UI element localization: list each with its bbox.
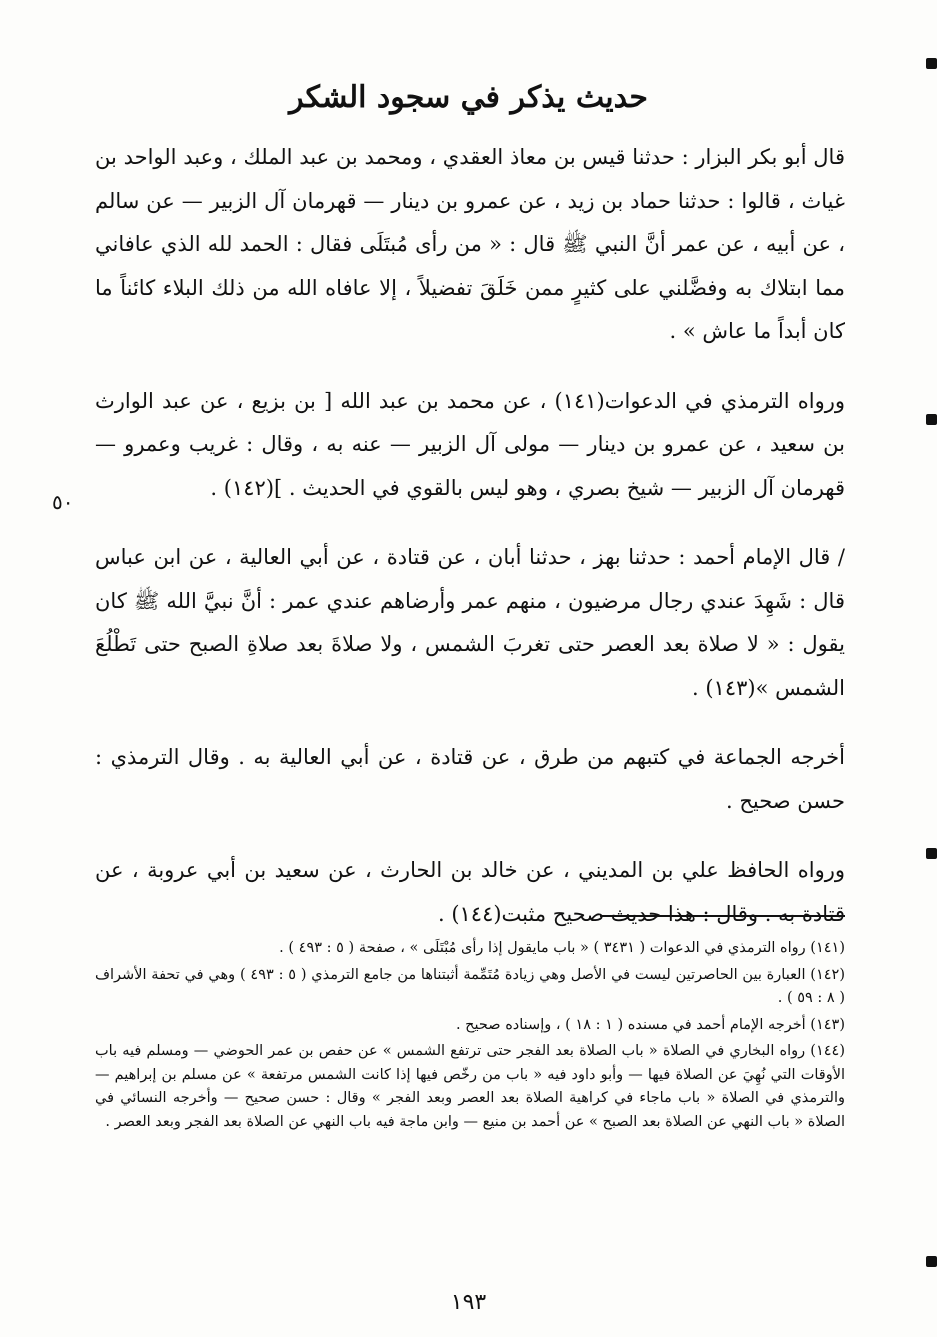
scan-edge-mark <box>926 414 937 425</box>
paragraph-1: قال أبو بكر البزار : حدثنا قيس بن معاذ العقدي ، ومحمد بن عبد الملك ، وعبد الواحد بن غياث ، قالوا : حدثنا حماد بن زيد ، عن عمرو بن دينار — قهرمان آل الزبير — عن سالم ، عن أبيه ، عن عمر أنَّ النبي ﷺ قال : « من رأى مُبتَلَى فقال : الحمد لله الذي عافاني مما ابتلاك به وفضَّلني على كثيرٍ ممن خَلَقَ تفضيلاً ، إلا عافاه الله من ذلك البلاء كائناً ما كان أبداً ما عاش » . <box>95 145 845 343</box>
scan-edge-mark <box>926 848 937 859</box>
paragraph-4: أخرجه الجماعة في كتبهم من طرق ، عن قتادة ، عن أبي العالية به . وقال الترمذي : حسن صحيح . <box>95 745 845 813</box>
main-text <box>95 136 845 962</box>
page-number: ١٩٣ <box>450 1290 487 1315</box>
footnote-144: (١٤٤) رواه البخاري في الصلاة « باب الصلاة بعد الفجر حتى ترتفع الشمس » عن حفص بن عمر الحوضي — ومسلم فيه باب الأوقات التي نُهِيَ عن الصلاة فيها — وأبو داود فيه « باب من رخّص فيها إذا كانت الشمس مرتفعة » عن مسلم بن إبراهيم — والترمذي في الصلاة « باب ماجاء في كراهية الصلاة بعد العصر وبعد الفجر » وقال : حسن صحيح — وأخرجه النسائي في الصلاة « باب النهي عن الصلاة بعد الصبح » عن أحمد بن منيع — وابن ماجة فيه باب النهي عن الصلاة بعد الفجر وبعد العصر . <box>95 1043 845 1130</box>
footnote-143: (١٤٣) أخرجه الإمام أحمد في مسنده ( ١ : ١٨ ) ، وإسناده صحيح . <box>455 1016 845 1033</box>
margin-page-reference: ٥٠ <box>52 490 74 514</box>
paragraph-3: / قال الإمام أحمد : حدثنا بهز ، حدثنا أبان ، عن قتادة ، عن أبي العالية ، عن ابن عباس قال : شَهِدَ عندي رجال مرضيون ، منهم عمر وأرضاهم عندي عمر : أنَّ نبيَّ الله ﷺ كان يقول : « لا صلاة بعد العصر حتى تغربَ الشمس ، ولا صلاةَ بعد صلاةِ الصبح حتى تَطْلُعَ الشمس »(١٤٣) . <box>95 545 845 700</box>
footnote-142: (١٤٢) العبارة بين الحاصرتين ليست في الأصل وهي زيادة مُتَمِّمة أثبتناها من جامع الترمذي ( ٥ : ٤٩٣ ) وهي في تحفة الأشراف ( ٨ : ٥٩ ) . <box>95 966 846 1006</box>
footnote-separator <box>600 915 845 917</box>
page-title: حديث يذكر في سجود الشكر <box>289 80 648 115</box>
footnotes <box>95 937 845 1137</box>
scan-edge-mark <box>926 1256 937 1267</box>
scan-edge-mark <box>926 58 937 69</box>
paragraph-5: ورواه الحافظ علي بن المديني ، عن خالد بن الحارث ، عن سعيد بن أبي عروبة ، عن قتادة به . وقال : هذا حديث صحيح مثبت(١٤٤) . <box>95 858 845 926</box>
paragraph-2: ورواه الترمذي في الدعوات(١٤١) ، عن محمد بن عبد الله [ بن بزيع ، عن عبد الوارث بن سعيد ، عن عمرو بن دينار — مولى آل الزبير — عنه به ، وقال : غريب وعمرو — قهرمان آل الزبير — شيخ بصري ، وهو ليس بالقوي في الحديث . ](١٤٢) . <box>95 388 845 500</box>
footnote-141: (١٤١) رواه الترمذي في الدعوات ( ٣٤٣١ ) « باب مايقول إذا رأى مُبْتَلَى » ، صفحة ( ٥ : ٤٩٣ ) . <box>279 940 845 956</box>
